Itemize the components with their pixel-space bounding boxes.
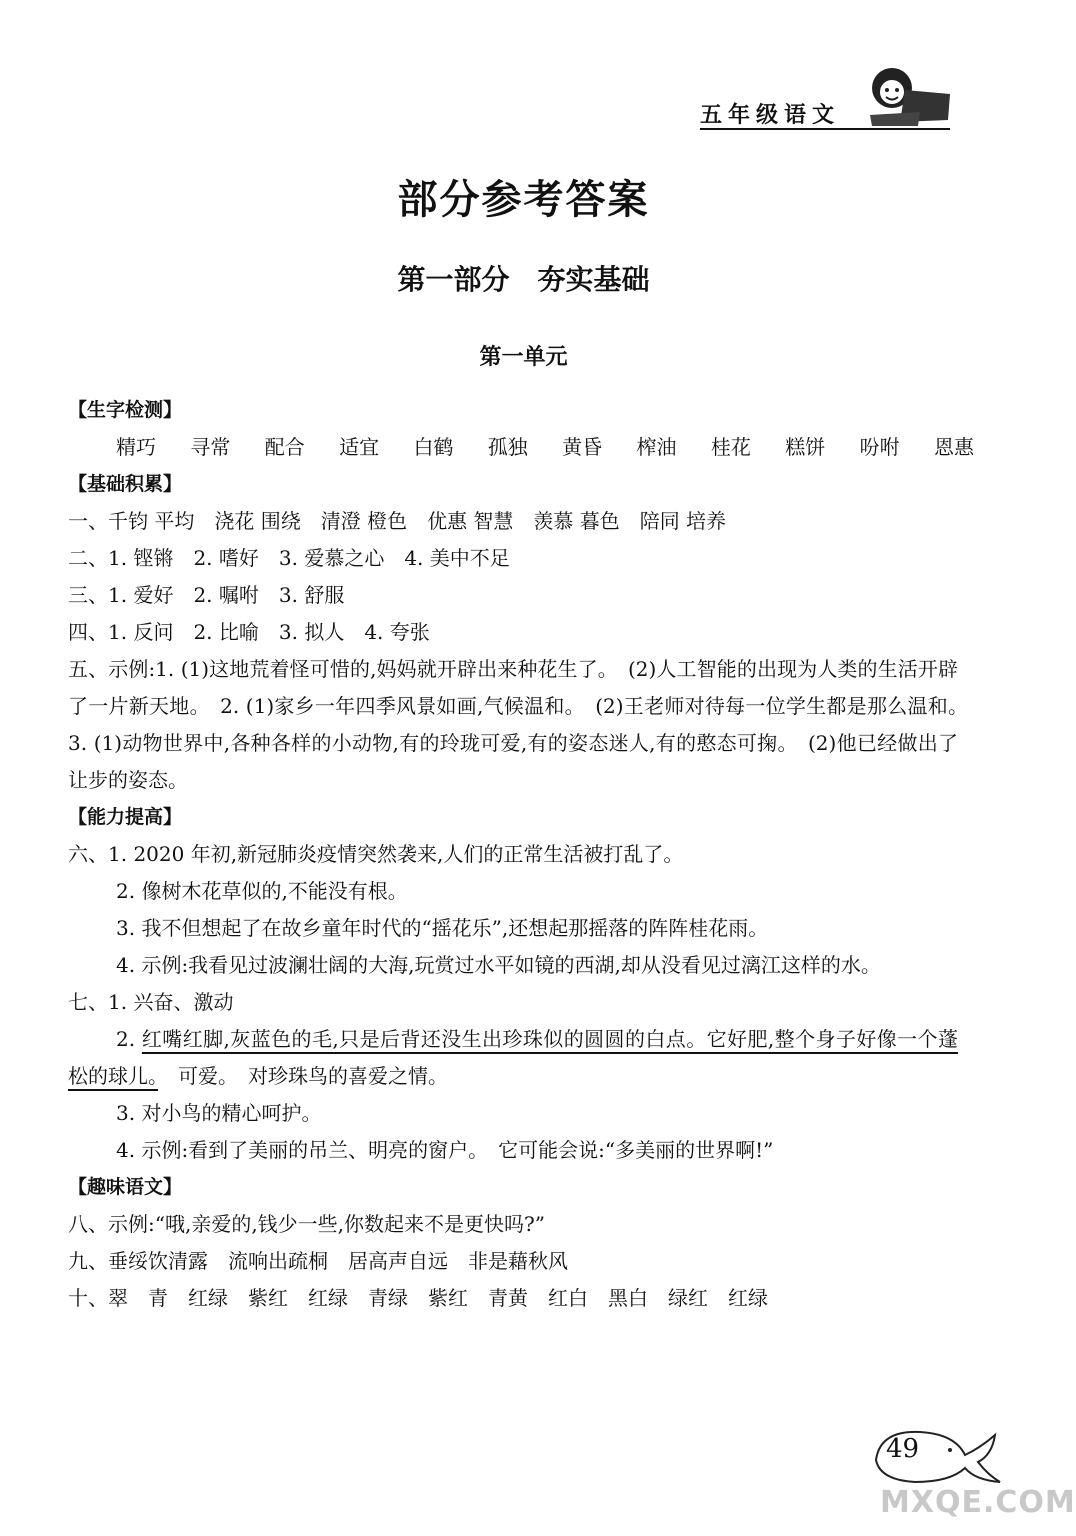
answer-line: 四、1. 反问 2. 比喻 3. 拟人 4. 夸张 [68,620,430,644]
page-title: 部分参考答案 [397,177,650,223]
answer-line: 3. 对小鸟的精心呵护。 [116,1101,322,1125]
answer-paragraph: 4. 示例:我看见过波澜壮阔的大海,玩赏过水平如镜的西湖,却从没看见过漓江这样的水。 [116,953,881,977]
answer-line: 七、1. 兴奋、激动 [68,990,234,1014]
answer-line: 三、1. 爱好 2. 嘱咐 3. 舒服 [68,583,345,607]
character-list [68,429,974,466]
section-heading: 【能力提高】 [68,806,183,828]
answer-paragraph [68,1021,958,1095]
answer-line: 4. 示例:看到了美丽的吊兰、明亮的窗户。 它可能会说:“多美丽的世界啊!” [116,1138,774,1162]
character-word: 榨油 [636,435,677,459]
character-word: 孤独 [487,435,528,459]
section-heading: 【基础积累】 [68,473,183,495]
answer-line: 2. 像树木花草似的,不能没有根。 [116,879,408,903]
answer-line: 3. 我不但想起了在故乡童年时代的“摇花乐”,还想起那摇落的阵阵桂花雨。 [116,916,769,940]
answer-line: 二、1. 铿锵 2. 嗜好 3. 爱慕之心 4. 美中不足 [68,546,510,570]
character-word: 吩咐 [859,435,900,459]
answer-text: 可爱。 对珍珠鸟的喜爱之情。 [158,1064,448,1088]
answer-line: 六、1. 2020 年初,新冠肺炎疫情突然袭来,人们的正常生活被打乱了。 [68,842,684,866]
mascot-icon [860,60,955,130]
answer-line: 八、示例:“哦,亲爱的,钱少一些,你数起来不是更快吗?” [68,1212,545,1236]
answer-line: 一、千钧 平均 浇花 围绕 清澄 橙色 优惠 智慧 羡慕 暮色 陪同 培养 [68,509,727,533]
underlined-answer: 红嘴红脚,灰蓝色的毛,只是后背还没生出珍珠似的圆圆的白点。它好肥,整个身子好像一个蓬松的球儿。 [68,1027,958,1088]
section-heading: 【趣味语文】 [68,1176,183,1198]
character-word: 恩惠 [933,435,974,459]
character-word: 寻常 [190,435,231,459]
answer-paragraph: 五、示例:1. (1)这地荒着怪可惜的,妈妈就开辟出来种花生了。 (2)人工智能的出现为人类的生活开辟了一片新天地。 2. (1)家乡一年四季风景如画,气候温和。 (2)王老师对待每一位学生都是那么温和。 3. (1)动物世界中,各种各样的小动物,有的玲珑可爱,有的姿态迷人,有的憨态可掬。 (2)他已经做出了让步的姿态。 [68,657,978,792]
unit-title: 第一单元 [479,345,568,370]
character-word: 配合 [264,435,305,459]
page-header [700,60,960,140]
header-label: 五年级语文 [700,103,841,128]
page-number: 49 [886,1434,920,1464]
character-word: 黄昏 [562,435,603,459]
character-word: 精巧 [116,435,156,459]
section-heading: 【生字检测】 [68,399,183,421]
character-word: 适宜 [339,435,380,459]
answer-line: 十、翠 青 红绿 紫红 红绿 青绿 紫红 青黄 红白 黑白 绿红 红绿 [68,1286,768,1310]
character-word: 糕饼 [785,435,826,459]
answer-number: 2. [116,1027,142,1051]
answer-content [68,392,978,1317]
part-title: 第一部分 夯实基础 [397,263,650,296]
answer-line: 九、垂绥饮清露 流响出疏桐 居高声自远 非是藉秋风 [68,1249,568,1273]
character-word: 桂花 [710,435,751,459]
watermark-text: MXQE.COM [880,1485,1076,1520]
character-word: 白鹤 [413,435,454,459]
